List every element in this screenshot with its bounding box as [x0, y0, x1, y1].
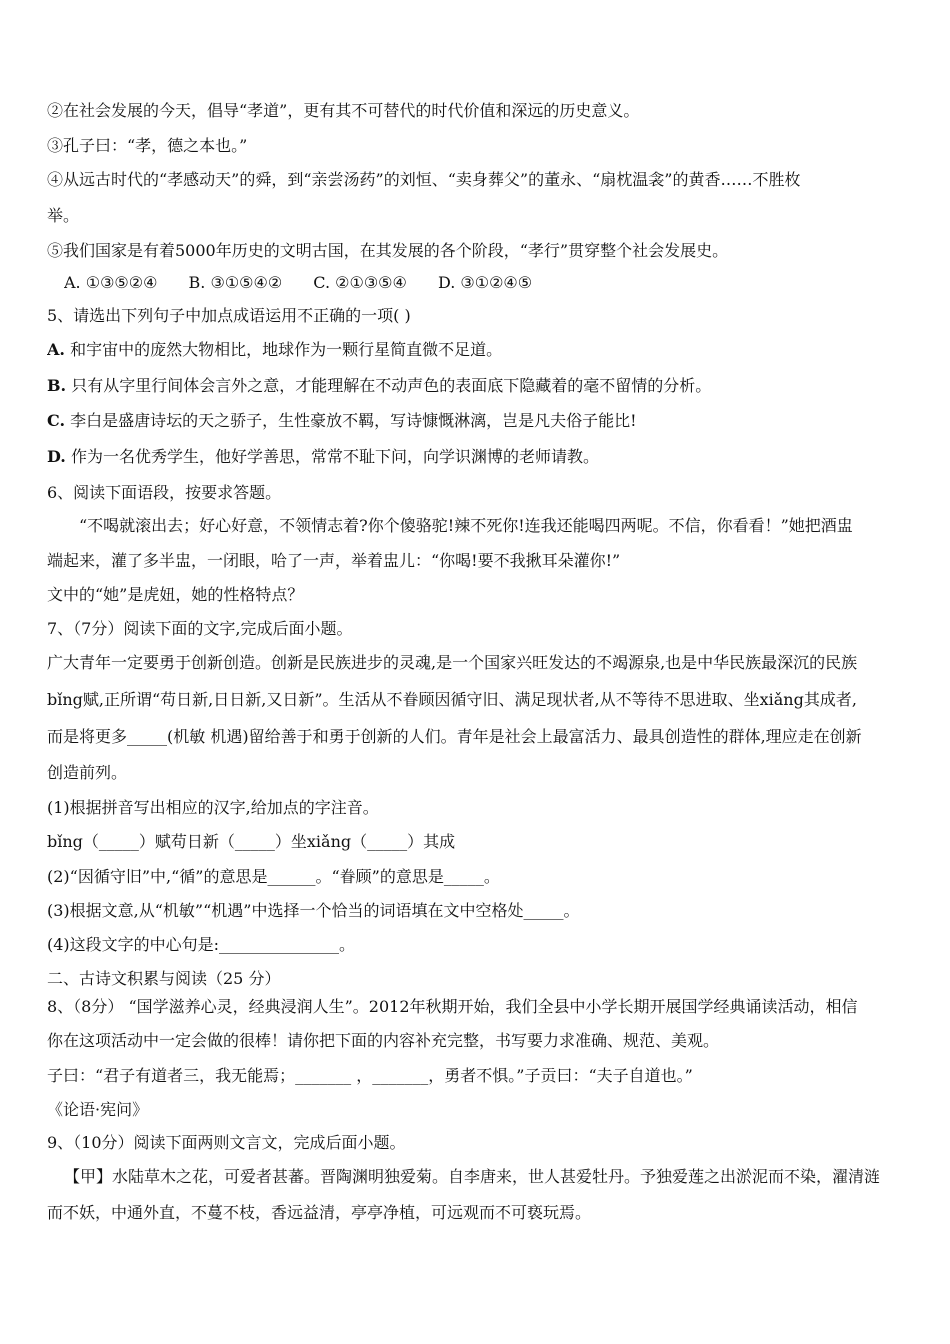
- q8-line3: 子曰：“君子有道者三，我无能焉；_______ ，_______，勇者不惧。”子贡曰：“夫子自道也。”: [47, 1066, 693, 1085]
- q7-passage-line4: 创造前列。: [47, 763, 128, 782]
- q9-passage-line2: 而不妖，中通外直，不蔓不枝，香远益清，亭亭净植，可远观而不可亵玩焉。: [47, 1203, 592, 1222]
- q8-line2: 你在这项活动中一定会做的很棒！请你把下面的内容补充完整，书写要力求准确、规范、美观。: [47, 1031, 720, 1050]
- option-text: 作为一名优秀学生，他好学善思，常常不耻下问，向学识渊博的老师请教。: [70, 447, 599, 466]
- option-text: 只有从字里行间体会言外之意，才能理解在不动声色的表面底下隐藏着的毫不留情的分析。: [71, 376, 712, 395]
- q7-passage-line2: bǐng赋,正所谓“苟日新,日日新,又日新”。生活从不眷顾因循守旧、满足现状者,从不等待不思进取、坐xiǎng其成者,: [47, 690, 857, 709]
- q4-option-a: A. ①③⑤②④: [64, 273, 158, 292]
- q7-sub3: (3)根据文意,从“机敏”“机遇”中选择一个恰当的词语填在文中空格处_____。: [47, 901, 580, 920]
- q7-passage-line3: 而是将更多_____(机敏 机遇)留给善于和勇于创新的人们。青年是社会上最富活力、最具创造性的群体,理应走在创新: [47, 727, 862, 746]
- q6-stem: 6、阅读下面语段，按要求答题。: [47, 483, 282, 502]
- q6-passage-line2: 端起来，灌了多半盅，一闭眼，哈了一声，举着盅儿：“你喝!要不我揪耳朵灌你!”: [47, 551, 621, 570]
- q6-question: 文中的“她”是虎妞，她的性格特点？: [47, 585, 304, 604]
- q7-sub1: (1)根据拼音写出相应的汉字,给加点的字注音。: [47, 798, 379, 817]
- section-2-title: 二、古诗文积累与阅读（25 分）: [47, 969, 281, 988]
- q5-option-a: [47, 340, 907, 360]
- q4-item-4-line2: 举。: [47, 206, 80, 225]
- option-letter: A.: [47, 340, 65, 359]
- q4-item-3: ③孔子曰：“孝，德之本也。”: [47, 136, 248, 155]
- q7-stem: 7、（7分）阅读下面的文字,完成后面小题。: [47, 619, 353, 638]
- option-letter: D.: [47, 447, 66, 466]
- q7-passage-line1: 广大青年一定要勇于创新创造。创新是民族进步的灵魂,是一个国家兴旺发达的不竭源泉,也是中华民族最深沉的民族: [47, 653, 858, 672]
- q7-sub2: (2)“因循守旧”中,“循”的意思是______。“眷顾”的意思是_____。: [47, 867, 500, 886]
- q4-item-5: ⑤我们国家是有着5000年历史的文明古国，在其发展的各个阶段，“孝行”贯穿整个社会发展史。: [47, 241, 729, 260]
- option-letter: C.: [47, 411, 66, 430]
- option-text: 和宇宙中的庞然大物相比，地球作为一颗行星简直微不足道。: [70, 340, 503, 359]
- q4-options: [64, 273, 924, 293]
- q4-option-b: B. ③①⑤④②: [188, 273, 283, 292]
- q5-option-d: [47, 447, 907, 467]
- q4-option-d: D. ③①②④⑤: [437, 273, 533, 292]
- q7-sub1-answer: bǐng（_____）赋苟日新（_____）坐xiǎng（_____）其成: [47, 832, 456, 851]
- q5-stem: 5、请选出下列句子中加点成语运用不正确的一项( ): [47, 306, 411, 325]
- q4-option-c: C. ②①③⑤④: [313, 273, 407, 292]
- q8-source: 《论语·宪问》: [47, 1100, 149, 1119]
- q5-option-c: [47, 411, 907, 431]
- q8-line1: 8、（8分） “国学滋养心灵，经典浸润人生”。2012年秋期开始，我们全县中小学长期开展国学经典诵读活动，相信: [47, 997, 858, 1016]
- option-letter: B.: [47, 376, 67, 395]
- option-text: 李白是盛唐诗坛的天之骄子，生性豪放不羁，写诗慷慨淋漓，岂是凡夫俗子能比!: [70, 411, 637, 430]
- q7-sub4: (4)这段文字的中心句是:_______________。: [47, 935, 356, 954]
- q4-item-4-line1: ④从远古时代的“孝感动天”的舜，到“亲尝汤药”的刘恒、“卖身葬父”的董永、“扇枕温衾”的黄香……不胜枚: [47, 170, 801, 189]
- q9-passage-line1: 【甲】水陆草木之花，可爱者甚蕃。晋陶渊明独爱菊。自李唐来，世人甚爱牡丹。予独爱莲之出淤泥而不染，濯清涟: [64, 1167, 881, 1186]
- q4-item-2: ②在社会发展的今天，倡导“孝道”，更有其不可替代的时代价值和深远的历史意义。: [47, 101, 640, 120]
- q6-passage-line1: “不喝就滚出去；好心好意，不领情志着?你个傻骆驼!辣不死你!连我还能喝四两呢。不信，你看看！”她把酒盅: [79, 516, 853, 535]
- q9-stem: 9、（10分）阅读下面两则文言文，完成后面小题。: [47, 1133, 406, 1152]
- q5-option-b: [47, 376, 907, 396]
